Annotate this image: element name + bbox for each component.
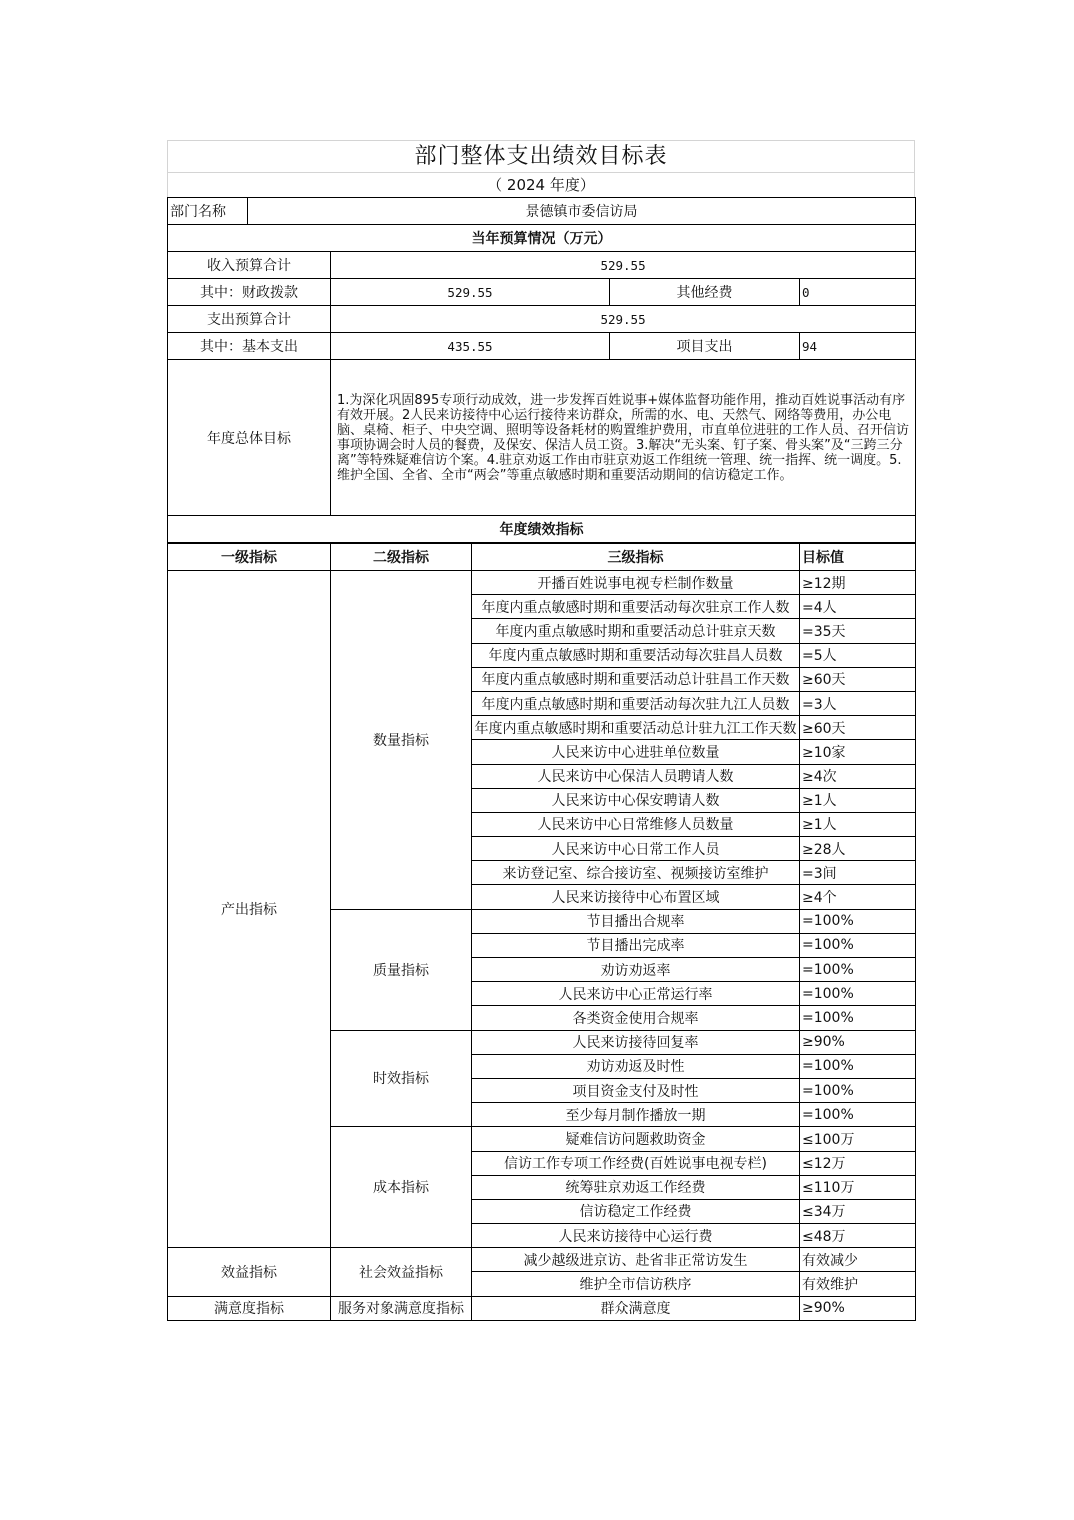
income-total-value: 529.55 [331,252,916,279]
level2-social-cell: 社会效益指标 [331,1248,472,1296]
indicator-name: 项目资金支付及时性 [472,1078,800,1102]
indicator-target-value: ≤110万 [800,1175,916,1199]
col-level1-header: 一级指标 [168,544,331,571]
indicator-row [168,1248,916,1272]
indicator-name: 信访工作专项工作经费(百姓说事电视专栏) [472,1151,800,1175]
indicator-target-value: ≥90% [800,1030,916,1054]
indicator-target-value: ≥60天 [800,716,916,740]
indicator-target-value: ≥60天 [800,667,916,691]
indicator-name: 年度内重点敏感时期和重要活动每次驻昌人员数 [472,643,800,667]
level2-cost-cell: 成本指标 [331,1127,472,1248]
indicator-target-value: ≥1人 [800,788,916,812]
basic-expense-value: 435.55 [331,333,610,360]
indicator-target-value: ≥4个 [800,885,916,909]
indicator-name: 维护全市信访秩序 [472,1272,800,1296]
performance-target-sheet [167,140,915,1321]
annual-goal-text: 1.为深化巩固895专项行动成效，进一步发挥百姓说事+媒体监督功能作用，推动百姓说事活动有序有效开展。2人民来访接待中心运行接待来访群众，所需的水、电、天然气、网络等费用，办公电脑、桌椅、柜子、中央空调、照明等设备耗材的购置维护费用，市直单位进驻的工作人员、召开信访事项协调会时人员的餐费，及保安、保洁人员工资。3.解决“无头案、钉子案、骨头案”及“三跨三分离”等特殊疑难信访个案。4.驻京劝返工作由市驻京劝返工作组统一管理、统一指挥、统一调度。5.维护全国、全省、全市“两会”等重点敏感时期和重要活动期间的信访稳定工作。 [331,360,916,516]
indicator-name: 年度内重点敏感时期和重要活动每次驻京工作人数 [472,595,800,619]
indicator-target-value: ≤100万 [800,1127,916,1151]
budget-table [167,197,916,543]
indicators-table [167,543,916,1321]
indicator-name: 群众满意度 [472,1296,800,1320]
annual-goal-label: 年度总体目标 [168,360,331,516]
indicator-target-value: ≥28人 [800,837,916,861]
level1-output-cell: 产出指标 [168,571,331,1248]
level2-quantity-cell: 数量指标 [331,571,472,910]
indicator-target-value: =100% [800,982,916,1006]
indicator-name: 劝访劝返率 [472,958,800,982]
indicator-name: 年度内重点敏感时期和重要活动每次驻九江人员数 [472,691,800,715]
indicator-name: 人民来访接待中心运行费 [472,1224,800,1248]
indicator-target-value: =35天 [800,619,916,643]
indicator-target-value: ≥90% [800,1296,916,1320]
indicator-name: 年度内重点敏感时期和重要活动总计驻昌工作天数 [472,667,800,691]
expense-total-value: 529.55 [331,306,916,333]
level2-timeliness-cell: 时效指标 [331,1030,472,1127]
indicator-target-value: ≤34万 [800,1199,916,1223]
sheet-year: （ 2024 年度） [167,172,915,197]
indicator-name: 人民来访中心日常工作人员 [472,837,800,861]
other-funds-value: 0 [800,279,916,306]
indicator-name: 人民来访中心保安聘请人数 [472,788,800,812]
indicator-target-value: =100% [800,1006,916,1030]
project-expense-label: 项目支出 [610,333,800,360]
indicator-target-value: =4人 [800,595,916,619]
indicator-name: 减少越级进京访、赴省非正常访发生 [472,1248,800,1272]
dept-name-value: 景德镇市委信访局 [248,198,916,225]
indicator-target-value: =100% [800,1078,916,1102]
indicator-name: 人民来访中心正常运行率 [472,982,800,1006]
indicator-name: 人民来访中心进驻单位数量 [472,740,800,764]
level2-quality-cell: 质量指标 [331,909,472,1030]
indicator-name: 统筹驻京劝返工作经费 [472,1175,800,1199]
indicator-target-value: ≥1人 [800,812,916,836]
indicator-name: 人民来访接待中心布置区域 [472,885,800,909]
indicators-header: 年度绩效指标 [168,516,916,543]
indicator-target-value: =100% [800,958,916,982]
col-level2-header: 二级指标 [331,544,472,571]
indicator-name: 年度内重点敏感时期和重要活动总计驻九江工作天数 [472,716,800,740]
fiscal-label: 其中：财政拨款 [168,279,331,306]
level1-satisfaction-cell: 满意度指标 [168,1296,331,1320]
indicator-name: 各类资金使用合规率 [472,1006,800,1030]
col-target-header: 目标值 [800,544,916,571]
other-funds-label: 其他经费 [610,279,800,306]
level1-benefit-cell: 效益指标 [168,1248,331,1296]
indicator-target-value: ≤12万 [800,1151,916,1175]
col-level3-header: 三级指标 [472,544,800,571]
fiscal-value: 529.55 [331,279,610,306]
indicator-name: 开播百姓说事电视专栏制作数量 [472,571,800,595]
indicator-target-value: ≥4次 [800,764,916,788]
indicator-name: 来访登记室、综合接访室、视频接访室维护 [472,861,800,885]
indicator-name: 节目播出完成率 [472,933,800,957]
indicator-row [168,1296,916,1320]
indicator-name: 人民来访接待回复率 [472,1030,800,1054]
expense-total-label: 支出预算合计 [168,306,331,333]
indicator-target-value: ≤48万 [800,1224,916,1248]
indicator-name: 人民来访中心日常维修人员数量 [472,812,800,836]
indicator-name: 至少每月制作播放一期 [472,1103,800,1127]
level2-satisfaction-cell: 服务对象满意度指标 [331,1296,472,1320]
indicator-target-value: 有效维护 [800,1272,916,1296]
indicator-name: 节目播出合规率 [472,909,800,933]
indicator-row [168,571,916,595]
income-total-label: 收入预算合计 [168,252,331,279]
indicator-target-value: ≥10家 [800,740,916,764]
indicator-name: 年度内重点敏感时期和重要活动总计驻京天数 [472,619,800,643]
sheet-title: 部门整体支出绩效目标表 [167,140,915,172]
indicator-target-value: =100% [800,909,916,933]
indicator-target-value: ≥12期 [800,571,916,595]
basic-expense-label: 其中：基本支出 [168,333,331,360]
budget-header: 当年预算情况（万元） [168,225,916,252]
indicator-name: 疑难信访问题救助资金 [472,1127,800,1151]
indicator-target-value: =100% [800,1103,916,1127]
indicator-name: 信访稳定工作经费 [472,1199,800,1223]
indicator-target-value: =5人 [800,643,916,667]
indicator-name: 人民来访中心保洁人员聘请人数 [472,764,800,788]
indicator-target-value: =3间 [800,861,916,885]
indicator-name: 劝访劝返及时性 [472,1054,800,1078]
project-expense-value: 94 [800,333,916,360]
indicator-target-value: =3人 [800,691,916,715]
indicator-target-value: 有效减少 [800,1248,916,1272]
indicator-target-value: =100% [800,933,916,957]
indicator-target-value: =100% [800,1054,916,1078]
dept-name-label: 部门名称 [168,198,248,225]
